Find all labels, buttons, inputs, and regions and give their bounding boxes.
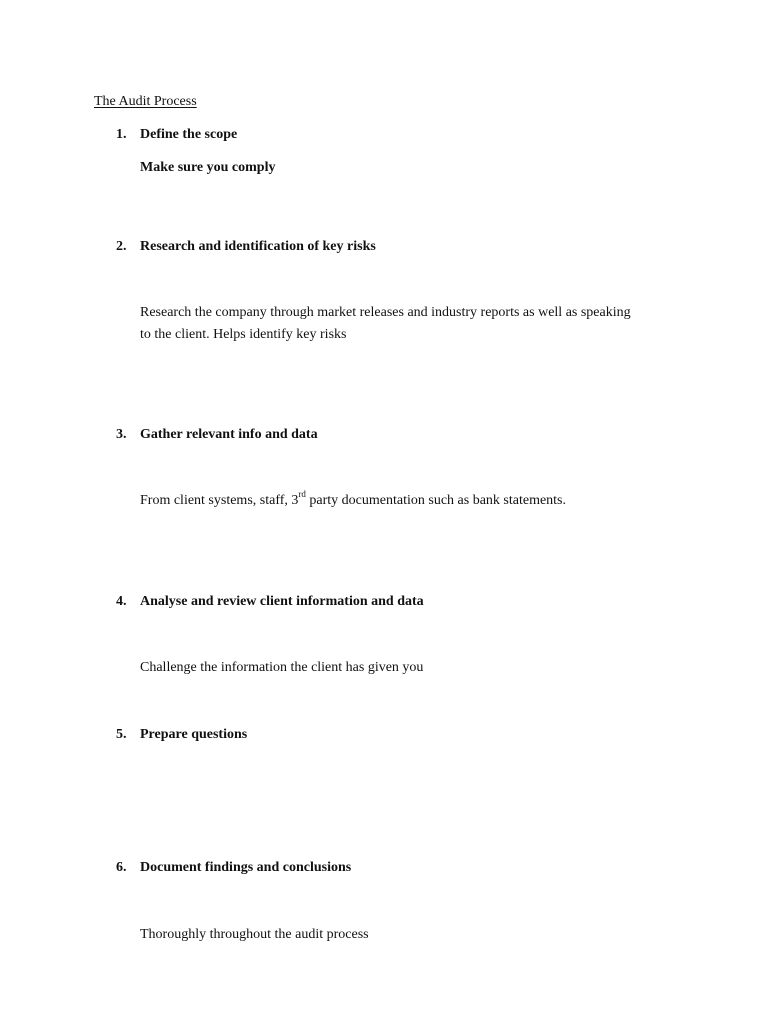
step-title: Analyse and review client information and data <box>140 594 424 609</box>
document-title: The Audit Process <box>94 94 197 109</box>
text-before-superscript: From client systems, staff, 3 <box>140 493 299 508</box>
step-note-comply: Make sure you comply <box>140 160 276 175</box>
step-title: Gather relevant info and data <box>140 427 318 442</box>
step-description-thoroughly: Thoroughly throughout the audit process <box>140 927 369 942</box>
step-heading-document-findings <box>116 857 351 879</box>
step-title: Research and identification of key risks <box>140 239 376 254</box>
step-description-research: Research the company through market releases and industry reports as well as speaking to the client. Helps identify key risks <box>140 305 631 342</box>
step-title: Define the scope <box>140 127 238 142</box>
step-title: Document findings and conclusions <box>140 860 352 875</box>
step-number: 5. <box>116 727 127 742</box>
step-heading-analyse-review <box>116 591 424 613</box>
step-description-challenge: Challenge the information the client has given you <box>140 660 424 675</box>
step-heading-define-scope <box>116 124 237 146</box>
step-number: 3. <box>116 427 127 442</box>
step-heading-research-risks <box>116 236 376 258</box>
step-number: 4. <box>116 594 127 609</box>
text-after-superscript: party documentation such as bank statements. <box>305 493 567 508</box>
step-number: 2. <box>116 239 127 254</box>
step-number: 1. <box>116 127 127 142</box>
ordinal-superscript: rd <box>298 489 306 500</box>
step-number: 6. <box>116 860 127 875</box>
step-description-gather <box>140 490 566 512</box>
step-heading-prepare-questions <box>116 724 247 746</box>
step-heading-gather-info <box>116 424 318 446</box>
step-title: Prepare questions <box>140 727 248 742</box>
